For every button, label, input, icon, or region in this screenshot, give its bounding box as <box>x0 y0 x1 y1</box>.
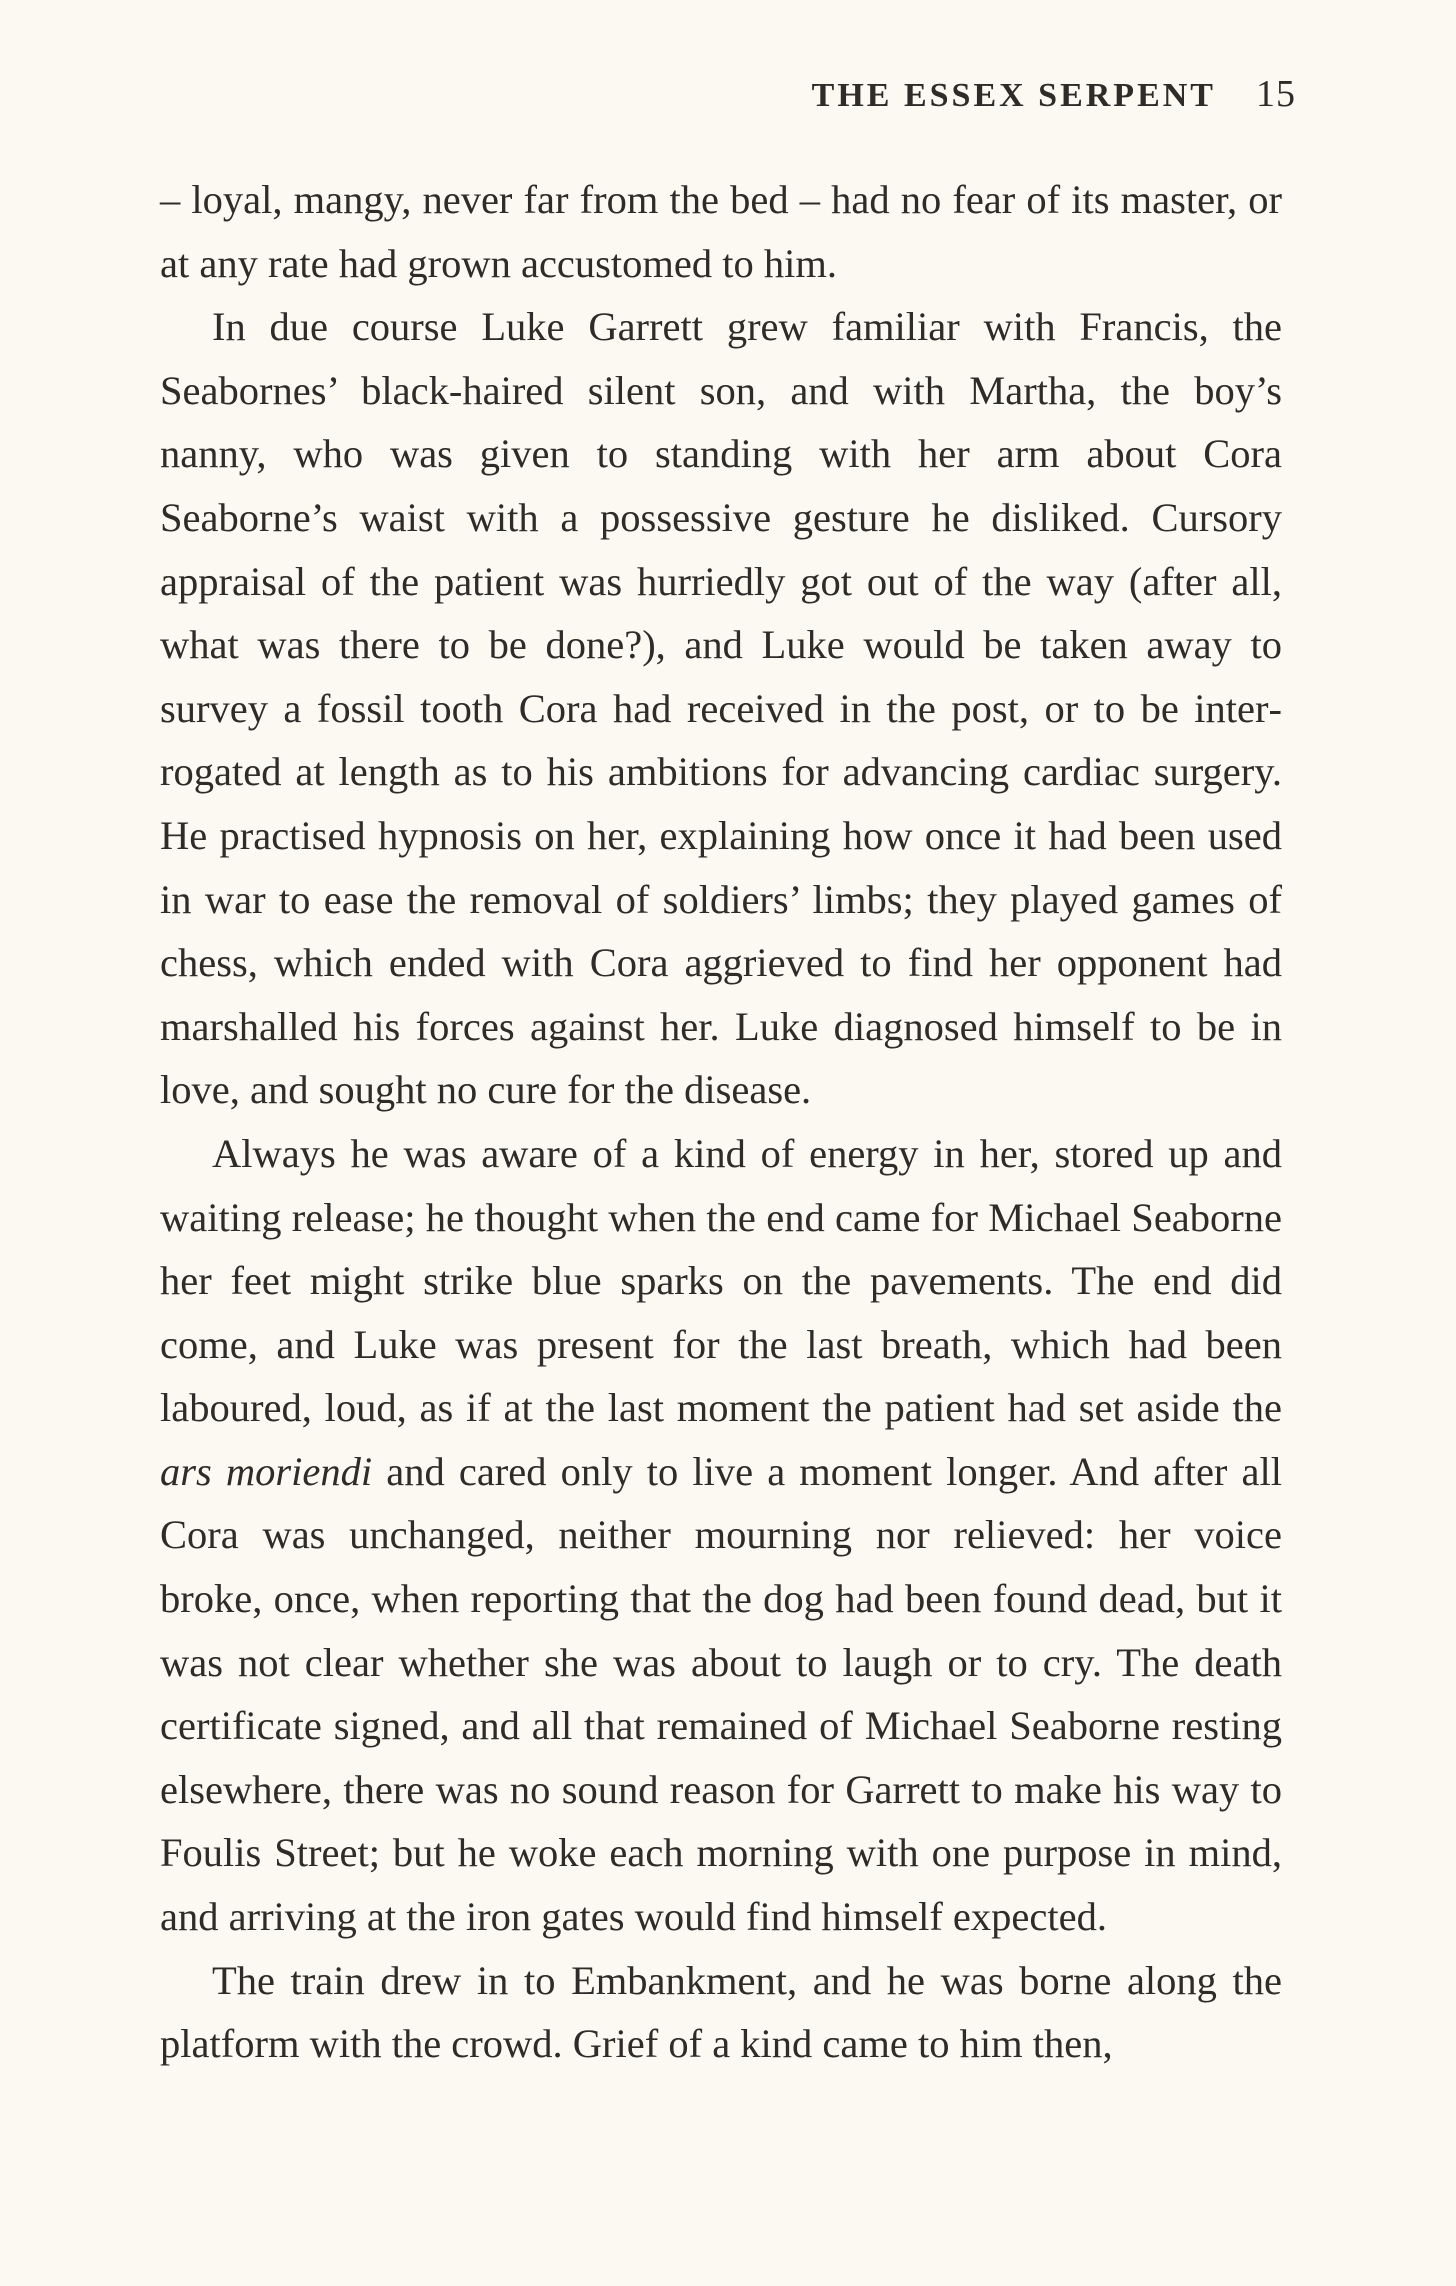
body-text <box>160 168 1282 2076</box>
paragraph: The train drew in to Embankment, and he was borne along the platform with the crowd. Grief of a kind came to him then, <box>160 1957 1282 2067</box>
running-head <box>812 72 1296 116</box>
paragraph-text: and cared only to live a moment longer. And after all Cora was unchanged, neither mourning nor relieved: her voice broke, once, when reporting that the dog had been found dead, but it was not clear whether she was about to laugh or to cry. The death certificate signed, and all that remained of Michael Seaborne resting elsewhere, there was no sound reason for Garrett to make his way to Foulis Street; but he woke each morning with one purpose in mind, and arriving at the iron gates would find himself expected. <box>160 1448 1283 1940</box>
italic-phrase: ars moriendi <box>160 1448 373 1494</box>
paragraph: In due course Luke Garrett grew familiar with Francis, the Seabornes’ black-haired silent son, and with Martha, the boy’s nanny, who was given to standing with her arm about Cora Seaborne’s waist with a possessive gesture he disliked. Cursory appraisal of the patient was hurriedly got out of the way (after all, what was there to be done?), and Luke would be taken away to survey a fossil tooth Cora had received in the post, or to be interrogated at length as to his ambitions for advancing cardiac surgery. He practised hypnosis on her, explaining how once it had been used in war to ease the removal of soldiers’ limbs; they played games of chess, which ended with Cora aggrieved to find her opponent had marshalled his forces against her. Luke diagnosed himself to be in love, and sought no cure for the disease. <box>160 304 1282 1113</box>
page-number: 15 <box>1256 73 1296 115</box>
running-title: THE ESSEX SERPENT <box>811 77 1216 114</box>
paragraph-continuation: – loyal, mangy, never far from the bed – had no fear of its master, or at any rate had grown accustomed to him. <box>160 177 1282 286</box>
paragraph-text: Always he was aware of a kind of energy in her, stored up and waiting release; he thought when the end came for Michael Seaborne her feet might strike blue sparks on the pavements. The end did come, and Luke was present for the last breath, which had been laboured, loud, as if at the last moment the patient had set aside the <box>160 1130 1282 1431</box>
paragraph <box>160 1122 1282 1949</box>
